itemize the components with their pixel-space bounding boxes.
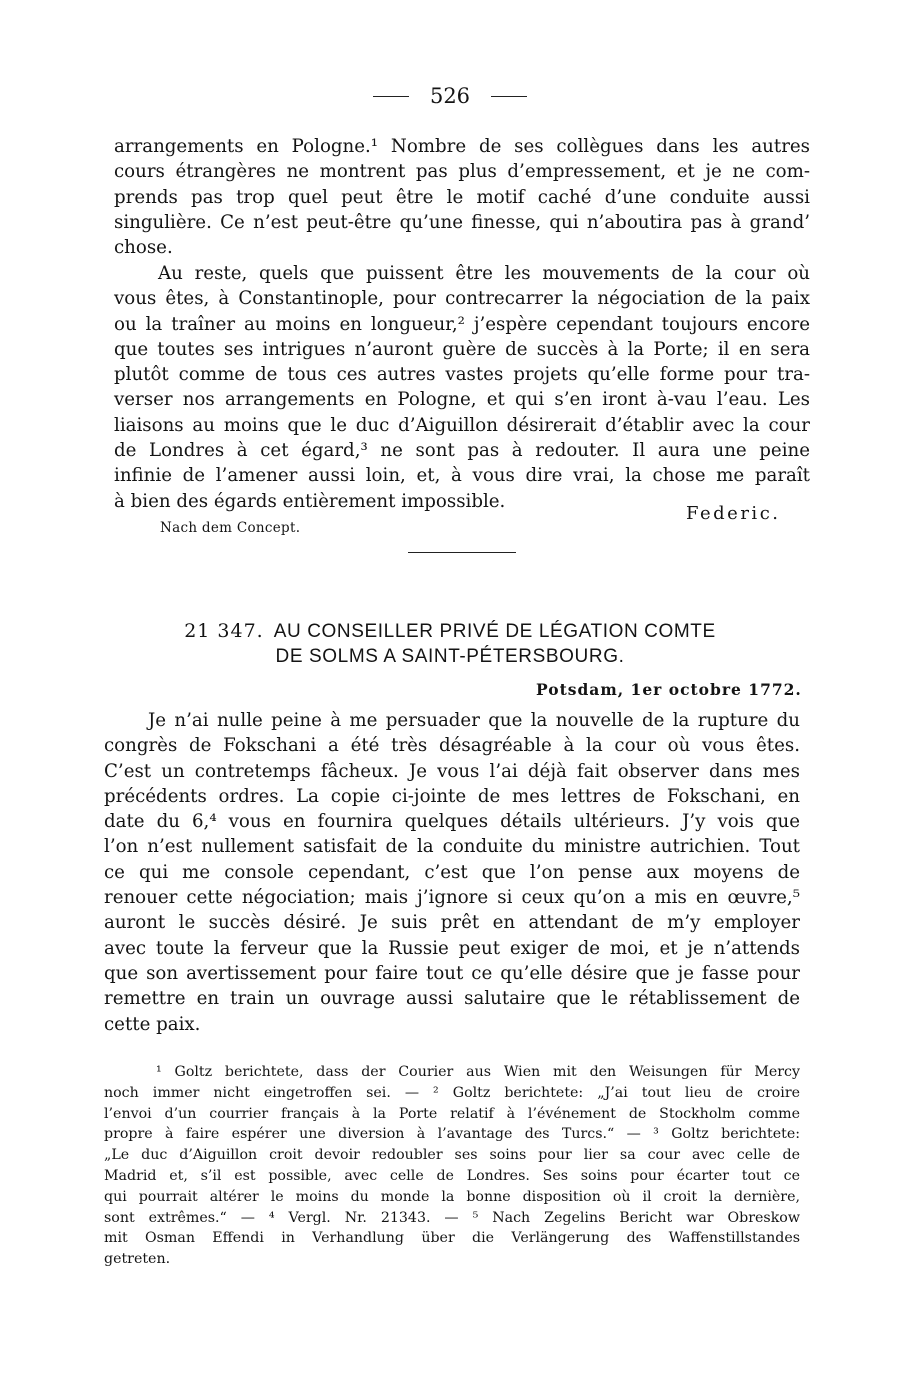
dateline: Potsdam, 1er octobre 1772. <box>536 680 802 699</box>
text-line: prends pas trop quel peut être le motif caché d’une conduite aussi <box>114 186 810 208</box>
text-line: que toutes ses intrigues n’auront guère de succès à la Porte; il en sera <box>114 338 810 360</box>
text-line: arrangements en Pologne.¹ Nombre de ses collègues dans les autres <box>114 136 810 157</box>
letter-heading <box>0 619 900 669</box>
text-line: Au reste, quels que puissent être les mouvements de la cour où <box>158 263 810 284</box>
footnote-line: „Le duc d’Aiguillon croit devoir redoubler ses soins pour lier sa cour avec celle de <box>104 1147 800 1164</box>
footnote-line: Madrid et, s’il est possible, avec celle de Londres. Ses soins pour écarter tout ce <box>104 1167 800 1184</box>
text-line: Je n’ai nulle peine à me persuader que la nouvelle de la rupture du <box>148 710 800 731</box>
section-separator <box>408 552 516 553</box>
letter-title-text: AU CONSEILLER PRIVÉ DE LÉGATION COMTE <box>273 621 716 642</box>
text-line: plutôt comme de tous ces autres vastes projets qu’elle forme pour tra- <box>114 364 810 386</box>
paragraph-continuation <box>114 134 810 260</box>
letter-title-line-1 <box>0 619 900 644</box>
text-line: infinie de l’amener aussi loin, et, à vous dire vrai, la chose me paraît <box>114 465 810 487</box>
paragraph-au-reste <box>114 261 810 514</box>
footnote-line: propre à faire espérer une diversion à l’avantage des Turcs.“ — ³ Goltz berichtete: <box>104 1126 800 1143</box>
footnote-line: ¹ Goltz berichtete, dass der Courier aus Wien mit den Weisungen für Mercy <box>156 1064 800 1080</box>
text-line: singulière. Ce n’est peut-être qu’une finesse, qui n’aboutira pas à grand’ <box>114 211 810 233</box>
text-line: date du 6,⁴ vous en fournira quelques détails ultérieurs. J’y vois que <box>104 811 800 833</box>
footnotes <box>104 1062 800 1270</box>
text-line: chose. <box>114 237 173 259</box>
signature: Federic. <box>686 503 781 524</box>
text-line: que son avertissement pour faire tout ce qu’elle désire que je fasse pour <box>104 962 800 984</box>
text-line: l’on n’est nullement satisfait de la conduite du ministre autrichien. Tout <box>104 836 800 858</box>
footnote-line: l’envoi d’un courrier français à la Porte relatif à l’événement de Stockholm comme <box>104 1105 800 1122</box>
text-line: précédents ordres. La copie ci-jointe de mes lettres de Fokschani, en <box>104 785 800 807</box>
text-line: cette paix. <box>104 1013 201 1035</box>
text-line: liaisons au moins que le duc d’Aiguillon désirerait d’établir avec la cour <box>114 414 810 436</box>
paragraph-letter-body <box>104 708 800 1037</box>
text-line: avec toute la ferveur que la Russie peut exiger de moi, et je n’attends <box>104 937 800 959</box>
footnote-line: noch immer nicht eingetroffen sei. — ² Goltz berichtete: „J’ai tout lieu de croire <box>104 1084 800 1101</box>
footnote-line: sont extrêmes.“ — ⁴ Vergl. Nr. 21343. — ⁵ Nach Zegelins Bericht war Obreskow <box>104 1209 800 1226</box>
text-line: à bien des égards entièrement impossible. <box>114 490 506 512</box>
letter-title-line-2: DE SOLMS A SAINT-PÉTERSBOURG. <box>275 646 625 667</box>
page-header <box>0 84 900 114</box>
header-rule-left <box>373 96 409 97</box>
text-line: C’est un contretemps fâcheux. Je vous l’ai déjà fait observer dans mes <box>104 760 800 782</box>
text-line: cours étrangères ne montrent pas plus d’empressement, et je ne com- <box>114 161 810 183</box>
text-line: vous êtes, à Constantinople, pour contrecarrer la négociation de la paix <box>114 288 810 310</box>
text-line: de Londres à cet égard,³ ne sont pas à redouter. Il aura une peine <box>114 440 810 462</box>
text-line: ou la traîner au moins en longueur,² j’espère cependant toujours encore <box>114 313 810 335</box>
text-line: ce qui me console cependant, c’est que l’on pense aux moyens de <box>104 861 800 883</box>
footnote-line: mit Osman Effendi in Verhandlung über die Verlängerung des Waffenstillstandes <box>104 1230 800 1247</box>
footnote-line: getreten. <box>104 1251 171 1268</box>
footnote-line: qui pourrait altérer le moins du monde la bonne disposition où il croit la dernière, <box>104 1188 800 1205</box>
text-line: auront le succès désiré. Je suis prêt en attendant de m’y employer <box>104 912 800 934</box>
page-number: 526 <box>429 84 471 108</box>
text-line: congrès de Fokschani a été très désagréable à la cour où vous êtes. <box>104 735 800 757</box>
text-line: verser nos arrangements en Pologne, et qui s’en iront à-vau l’eau. Les <box>114 389 810 411</box>
letter-number: 21 347. <box>184 620 264 642</box>
header-rule-right <box>491 96 527 97</box>
text-line: renouer cette négociation; mais j’ignore si ceux qu’on a mis en œuvre,⁵ <box>104 887 800 909</box>
source-note: Nach dem Concept. <box>160 520 301 536</box>
text-line: remettre en train un ouvrage aussi salutaire que le rétablissement de <box>104 988 800 1010</box>
